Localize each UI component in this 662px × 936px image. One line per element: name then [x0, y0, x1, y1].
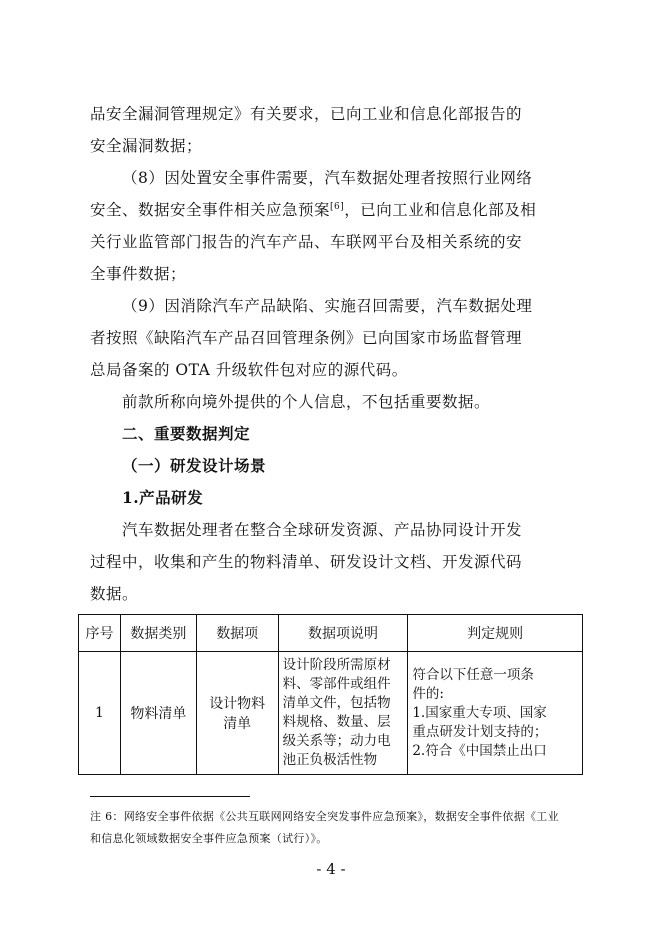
- heading-subsection-1: （一）研发设计场景: [122, 456, 267, 475]
- paragraph-item-9: [90, 290, 576, 386]
- cell-line: 料规格、数量、层: [282, 714, 391, 730]
- paragraph-item-8: [90, 162, 576, 290]
- text-line: （9）因消除汽车产品缺陷、实施召回需要，汽车数据处理: [122, 297, 533, 315]
- text-line: 总局备案的 OTA 升级软件包对应的源代码。: [90, 361, 408, 379]
- text-line: （8）因处置安全事件需要，汽车数据处理者按照行业网络: [122, 169, 533, 187]
- page-number: - 4 -: [316, 860, 346, 878]
- cell-line: 1.国家重大专项、国家: [412, 704, 547, 721]
- cell-line: 设计物料: [209, 696, 266, 712]
- footnote-line: 和信息化领域数据安全事件应急预案（试行）》。: [90, 832, 328, 845]
- footnote-line: 注 6：网络安全事件依据《公共互联网网络安全突发事件应急预案》，数据安全事件依据《工业: [90, 810, 559, 823]
- cell-line: 重点研发计划支持的；: [412, 723, 548, 740]
- important-data-table: [78, 614, 583, 775]
- cell-line: 清单: [223, 716, 252, 732]
- footnote-ref: [6]: [330, 201, 345, 212]
- cell-line: 设计阶段所需原材: [282, 657, 391, 673]
- table-header-row: [79, 615, 583, 652]
- header-category: 数据类别: [120, 615, 196, 652]
- text-line: 汽车数据处理者在整合全球研发资源、产品协同设计开发: [122, 521, 523, 539]
- header-no: 序号: [79, 615, 121, 652]
- cell-line: 清单文件，包括物: [282, 695, 391, 711]
- cell-line: 料、零部件或组件: [282, 676, 391, 692]
- cell-line: 件的:: [412, 685, 444, 702]
- text-line: ，已向工业和信息化部及相: [344, 201, 537, 219]
- cell-line: 池正负极活性物: [282, 752, 378, 768]
- paragraph-1: [90, 98, 576, 162]
- footnote: [90, 806, 576, 850]
- cell-no: 1: [79, 652, 121, 775]
- text-line: 全事件数据；: [90, 265, 187, 283]
- paragraph-rd: [90, 514, 576, 610]
- text-line: 品安全漏洞管理规定》有关要求，已向工业和信息化部报告的: [90, 105, 523, 123]
- header-description: 数据项说明: [278, 615, 408, 652]
- heading-product-rd: 1.产品研发: [122, 488, 204, 507]
- text-line: 过程中，收集和产生的物料清单、研发设计文档、开发源代码: [90, 553, 523, 571]
- text-line: 前款所称向境外提供的个人信息，不包括重要数据。: [122, 393, 491, 411]
- header-item: 数据项: [196, 615, 278, 652]
- cell-category: 物料清单: [120, 652, 196, 775]
- table-row: [79, 652, 583, 775]
- heading-section-2: 二、重要数据判定: [122, 424, 251, 443]
- text-line: 者按照《缺陷汽车产品召回管理条例》已向国家市场监督管理: [90, 329, 523, 347]
- cell-rule: [408, 652, 583, 775]
- text-line: 关行业监管部门报告的汽车产品、车联网平台及相关系统的安: [90, 233, 523, 251]
- cell-line: 2.符合《中国禁止出口: [412, 742, 547, 759]
- header-rule: 判定规则: [408, 615, 583, 652]
- footnote-divider: [90, 796, 250, 797]
- cell-line: 级关系等；动力电: [282, 733, 391, 749]
- text-line: 安全漏洞数据；: [90, 137, 203, 155]
- cell-description: [278, 652, 408, 775]
- text-line: 数据。: [90, 585, 139, 603]
- paragraph-note: [90, 386, 576, 418]
- cell-line: 符合以下任意一项条: [412, 666, 534, 683]
- cell-item: [196, 652, 278, 775]
- text-line: 安全、数据安全事件相关应急预案: [90, 201, 331, 219]
